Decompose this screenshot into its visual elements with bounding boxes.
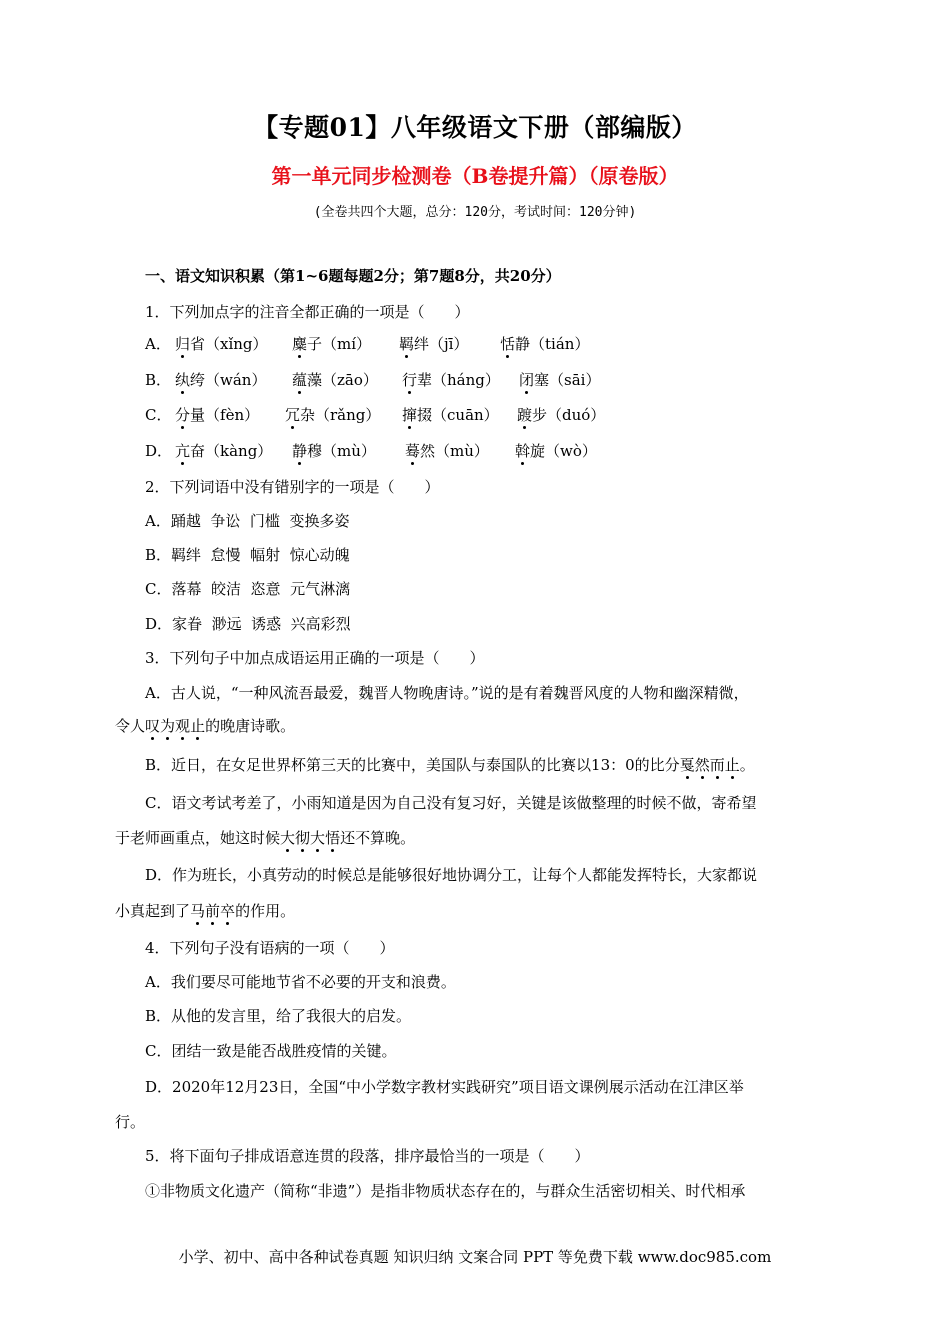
q4-option-c: C．团结一致是能否战胜疫情的关键。: [145, 1042, 397, 1060]
idiom-dotted: [280, 829, 340, 847]
option-word: 行辈（háng）: [402, 371, 500, 389]
idiom-dotted: [680, 756, 740, 774]
idiom-dotted: [145, 717, 205, 735]
text: 的晚唐诗歌。: [205, 717, 296, 735]
idiom-dotted: [190, 902, 235, 920]
text: 于老师画重点，她这时候: [115, 829, 281, 847]
text: 令人: [115, 717, 146, 735]
dotted-char: 麋: [292, 335, 308, 353]
q2-option-d: D．家眷 渺远 诱惑 兴高彩烈: [145, 615, 351, 633]
option-word: 蓦然（mù）: [405, 442, 489, 460]
text: 的作用。: [235, 902, 296, 920]
dotted-char: 彻: [295, 829, 311, 847]
option-word: 纨绔（wán）: [175, 371, 267, 389]
dotted-char: 分: [175, 406, 191, 424]
option-word: 静穆（mù）: [292, 442, 376, 460]
dotted-char: 闭: [519, 371, 535, 389]
q3-option-d-line2: [115, 901, 295, 921]
q3-option-a-line1: A．古人说，“一种风流吾最爱，魏晋人物晚唐诗。”说的是有着魏晋风度的人物和幽深精微，: [145, 684, 749, 702]
text: B．近日，在女足世界杯第三天的比赛中，美国队与泰国队的比赛以13：0的比分: [145, 756, 680, 774]
exam-note: (全卷共四个大题，总分：120分，考试时间：120分钟): [313, 205, 637, 220]
page-title: 【专题01】八年级语文下册（部编版）: [253, 113, 697, 142]
q4-option-b: B．从他的发言里，给了我很大的启发。: [145, 1007, 412, 1025]
question-5-stem: 5．将下面句子排成语意连贯的段落，排序最恰当的一项是（ ）: [145, 1147, 590, 1165]
dotted-char: 纨: [175, 371, 191, 389]
option-word: 撺掇（cuān）: [402, 406, 499, 424]
q2-option-a: A．踊越 争讼 门槛 变换多姿: [145, 512, 350, 530]
text: 小真起到了: [115, 902, 191, 920]
q3-option-d-line1: D．作为班长，小真劳动的时候总是能够很好地协调分工，让每个人都能发挥特长，大家都说: [145, 866, 758, 884]
dotted-char: 卒: [220, 902, 236, 920]
option-word: 亢奋（kàng）: [175, 442, 273, 460]
dotted-char: 行: [402, 371, 418, 389]
dotted-char: 恬: [500, 335, 516, 353]
q3-option-c-line2: [115, 828, 415, 848]
page-subtitle: 第一单元同步检测卷（B卷提升篇）（原卷版）: [271, 164, 679, 188]
dotted-char: 蓦: [405, 442, 421, 460]
q2-option-c: C．落幕 皎洁 恣意 元气淋漓: [145, 580, 351, 598]
text: 。: [739, 756, 755, 774]
option-word: 踱步（duó）: [517, 406, 606, 424]
dotted-char: 大: [280, 829, 296, 847]
dotted-char: 叹: [145, 717, 161, 735]
q4-option-d-line2: 行。: [115, 1113, 146, 1131]
dotted-char: 大: [310, 829, 326, 847]
dotted-char: 止: [724, 756, 740, 774]
option-label: A．: [145, 335, 171, 353]
question-3-stem: 3．下列句子中加点成语运用正确的一项是（ ）: [145, 649, 485, 667]
text: 还不算晚。: [340, 829, 416, 847]
q5-sentence-1: ①非物质文化遗产（简称“非遗”）是指非物质状态存在的，与群众生活密切相关、时代相承: [145, 1182, 746, 1200]
option-word: 闭塞（sāi）: [519, 371, 601, 389]
option-word: 蕴藻（zāo）: [292, 371, 378, 389]
option-word: 分量（fèn）: [175, 406, 260, 424]
dotted-char: 归: [175, 335, 191, 353]
dotted-char: 马: [190, 902, 206, 920]
option-word: 归省（xǐng）: [175, 335, 268, 353]
dotted-char: 静: [292, 442, 308, 460]
dotted-char: 冗: [285, 406, 301, 424]
option-word: 冗杂（rǎng）: [285, 406, 381, 424]
question-1-stem: 1．下列加点字的注音全都正确的一项是（ ）: [145, 303, 470, 321]
dotted-char: 亢: [175, 442, 191, 460]
dotted-char: 然: [694, 756, 710, 774]
q2-option-b: B．羁绊 怠慢 幅射 惊心动魄: [145, 546, 350, 564]
option-word: 麋子（mí）: [292, 335, 372, 353]
dotted-char: 观: [175, 717, 191, 735]
q3-option-a-line2: [115, 716, 295, 736]
dotted-char: 踱: [517, 406, 533, 424]
dotted-char: 撺: [402, 406, 418, 424]
q4-option-a: A．我们要尽可能地节省不必要的开支和浪费。: [145, 973, 456, 991]
option-label: C．: [145, 406, 172, 424]
option-label: D．: [145, 442, 173, 460]
dotted-char: 蕴: [292, 371, 308, 389]
dotted-char: 前: [205, 902, 221, 920]
dotted-char: 羁: [399, 335, 415, 353]
dotted-char: 悟: [325, 829, 341, 847]
question-4-stem: 4．下列句子没有语病的一项（ ）: [145, 939, 395, 957]
dotted-char: 斡: [515, 442, 531, 460]
option-word: 羁绊（jī）: [399, 335, 469, 353]
dotted-char: 为: [160, 717, 176, 735]
option-word: 恬静（tián）: [500, 335, 590, 353]
option-word: 斡旋（wò）: [515, 442, 597, 460]
q3-option-b: [145, 755, 755, 775]
option-label: B．: [145, 371, 172, 389]
page-footer: 小学、初中、高中各种试卷真题 知识归纳 文案合同 PPT 等免费下载 www.doc985.com: [178, 1248, 772, 1266]
question-2-stem: 2．下列词语中没有错别字的一项是（ ）: [145, 478, 440, 496]
dotted-char: 戛: [679, 756, 695, 774]
q4-option-d-line1: D．2020年12月23日，全国“中小学数字教材实践研究”项目语文课例展示活动在江津区举: [145, 1078, 744, 1096]
dotted-char: 止: [190, 717, 206, 735]
q3-option-c-line1: C．语文考试考差了，小雨知道是因为自己没有复习好，关键是该做整理的时候不做，寄希望: [145, 794, 757, 812]
dotted-char: 而: [709, 756, 725, 774]
section-heading: 一、语文知识积累（第1~6题每题2分；第7题8分，共20分）: [145, 267, 561, 285]
